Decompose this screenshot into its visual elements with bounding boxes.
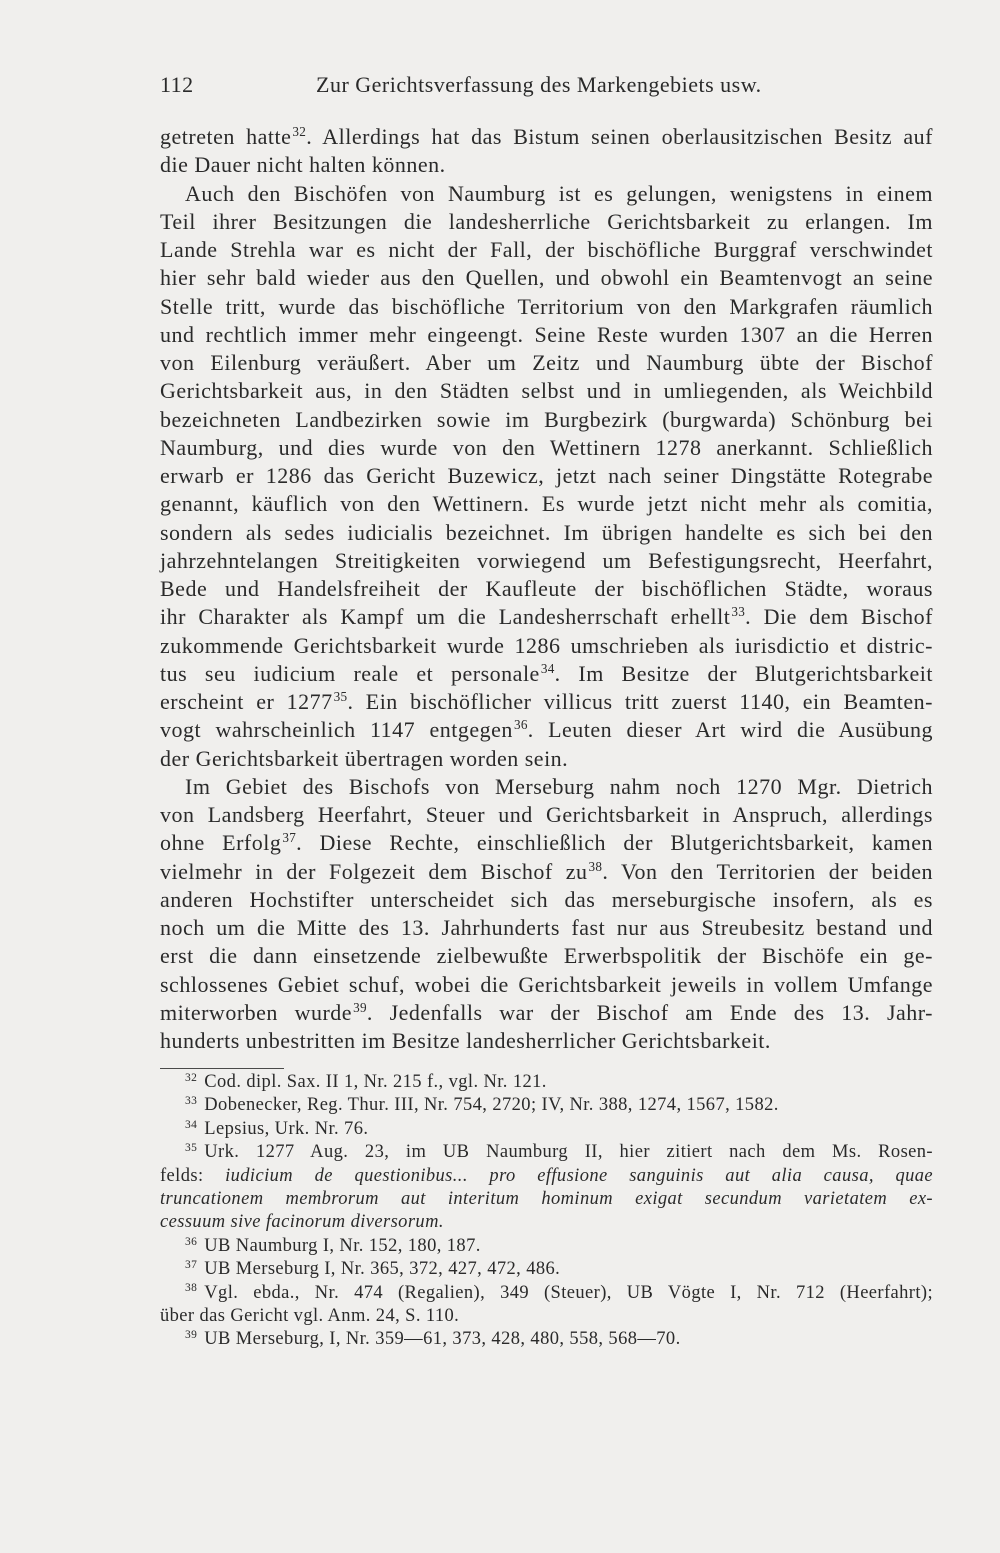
footnote-line	[160, 1328, 933, 1351]
paragraph	[160, 180, 933, 773]
text-run: ohne Erfolg	[160, 830, 282, 856]
text-run: UB Merseburg, I, Nr. 359—61, 373, 428, 480, 558, 568—70.	[204, 1329, 681, 1350]
text-run: . Im Besitze der Blutgerichtsbarkeit	[554, 660, 933, 686]
body-line	[160, 603, 933, 631]
text-run: Lande Strehla war es nicht der Fall, der bischöfliche Burggraf verschwindet	[160, 237, 933, 262]
text-run: anderen Hochstifter unterscheidet sich das merseburgische insofern, als es	[160, 886, 933, 912]
text-run: UB Merseburg I, Nr. 365, 372, 427, 472, 486.	[204, 1259, 561, 1280]
body-line	[160, 377, 933, 405]
text-run: . Diese Rechte, einschließlich der Blutgerichtsbarkeit, kamen	[296, 830, 933, 856]
footnote-line	[160, 1258, 933, 1281]
footnote-ref: 34	[540, 660, 555, 676]
text-run: genannt, käuflich von den Wettinern. Es wurde jetzt nicht mehr als comitia,	[160, 491, 933, 517]
footnote-line	[160, 1235, 933, 1258]
body-line	[160, 914, 933, 942]
text-run: erst die dann einsetzende zielbewußte Erwerbspolitik der Bischöfe ein ge-	[160, 943, 933, 969]
italic-text: cessuum sive facinorum diversorum.	[160, 1212, 444, 1233]
footnote-ref: 38	[588, 858, 603, 874]
text-run: UB Naumburg I, Nr. 152, 180, 187.	[204, 1235, 481, 1256]
text-run: erscheint er 1277	[160, 689, 333, 714]
body-line	[160, 632, 933, 660]
text-run: miterworben wurde	[160, 999, 353, 1025]
footnote-number: 39	[185, 1329, 198, 1342]
text-run: . Leuten dieser Art wird die Ausübung	[527, 717, 933, 743]
footnote-number: 32	[185, 1071, 198, 1084]
body-line	[160, 575, 933, 603]
footnote-rule	[160, 1068, 284, 1069]
footnote-number: 33	[185, 1095, 198, 1108]
body-line	[160, 490, 933, 518]
text-run: die Dauer nicht halten können.	[160, 152, 446, 178]
body-line	[160, 745, 933, 773]
footnote-number: 36	[185, 1235, 198, 1248]
body-line	[160, 151, 933, 179]
footnote	[160, 1118, 933, 1141]
body-line	[160, 349, 933, 377]
text-run: . Von den Territorien der beiden	[602, 858, 933, 884]
text-run: Auch den Bischöfen von Naumburg ist es gelungen, wenigstens in einem	[185, 180, 933, 206]
text-run: schlossenes Gebiet schuf, wobei die Gerichtsbarkeit jeweils in vollem Umfange	[160, 971, 933, 997]
body-line	[160, 829, 933, 857]
text-run: felds:	[160, 1165, 226, 1186]
body-line	[160, 858, 933, 886]
body-line	[160, 236, 933, 264]
body-line	[160, 180, 933, 208]
body-line	[160, 801, 933, 829]
text-run: tus seu iudicium reale et personale	[160, 660, 540, 686]
footnote-line	[160, 1094, 933, 1117]
footnote-ref: 32	[292, 124, 307, 140]
footnote-ref: 33	[731, 604, 746, 620]
footnote-line	[160, 1211, 933, 1234]
footnote-number: 34	[185, 1118, 198, 1131]
footnote-line	[160, 1071, 933, 1094]
text-run: von Eilenburg veräußert. Aber um Zeitz und Naumburg übte der Bischof	[160, 350, 933, 375]
text-run: Dobenecker, Reg. Thur. III, Nr. 754, 2720; IV, Nr. 388, 1274, 1567, 1582.	[204, 1095, 779, 1116]
italic-text: truncationem membrorum aut interitum hominum exigat secundum varietatem ex-	[160, 1189, 933, 1210]
body-text	[160, 123, 933, 1055]
body-line	[160, 547, 933, 575]
body-line	[160, 971, 933, 999]
text-run: noch um die Mitte des 13. Jahrhunderts fast nur aus Streubesitz bestand und	[160, 915, 933, 940]
footnote	[160, 1094, 933, 1117]
footnote-ref: 37	[282, 830, 297, 846]
footnote-ref: 35	[333, 689, 348, 705]
text-run: sondern als sedes iudicialis bezeichnet. Im übrigen handelte es sich bei den	[160, 519, 933, 545]
italic-text: iudicium de questionibus... pro effusione sanguinis aut alia causa, quae	[225, 1165, 934, 1186]
paragraph	[160, 123, 933, 180]
text-run: von Landsberg Heerfahrt, Steuer und Gerichtsbarkeit in Anspruch, allerdings	[160, 802, 933, 827]
footnote-line	[160, 1305, 933, 1328]
text-run: . Die dem Bischof	[745, 604, 933, 630]
text-run: getreten hatte	[160, 124, 292, 149]
body-line	[160, 773, 933, 801]
text-run: der Gerichtsbarkeit übertragen worden sein.	[160, 745, 569, 771]
text-run: ihr Charakter als Kampf um die Landesherrschaft erhellt	[160, 604, 731, 630]
body-line	[160, 462, 933, 490]
text-run: Gerichtsbarkeit aus, in den Städten selbst und in umliegenden, als Weichbild	[160, 378, 933, 404]
footnote-line	[160, 1188, 933, 1211]
footnote	[160, 1258, 933, 1281]
footnote-line	[160, 1282, 933, 1305]
body-line	[160, 519, 933, 547]
text-run: Im Gebiet des Bischofs von Merseburg nahm noch 1270 Mgr. Dietrich	[185, 773, 933, 799]
running-title: Zur Gerichtsverfassung des Markengebiets usw.	[316, 72, 762, 97]
body-line	[160, 942, 933, 970]
text-run: zukommende Gerichtsbarkeit wurde 1286 umschrieben als iurisdictio et distric-	[160, 632, 933, 658]
text-run: hunderts unbestritten im Besitze landesherrlicher Gerichtsbarkeit.	[160, 1028, 771, 1053]
footnote	[160, 1235, 933, 1258]
body-line	[160, 208, 933, 236]
text-run: über das Gericht vgl. Anm. 24, S. 110.	[160, 1306, 460, 1327]
footnote-line	[160, 1118, 933, 1141]
text-run: hier sehr bald wieder aus den Quellen, und obwohl ein Beamtenvogt an seine	[160, 265, 933, 291]
body-line	[160, 434, 933, 462]
footnote	[160, 1328, 933, 1351]
text-run: bezeichneten Landbezirken sowie im Burgbezirk (burgwarda) Schönburg bei	[160, 406, 933, 432]
text-run: und rechtlich immer mehr eingeengt. Seine Reste wurden 1307 an die Herren	[160, 321, 933, 347]
body-line	[160, 716, 933, 744]
text-run: . Jedenfalls war der Bischof am Ende des 13. Jahr-	[366, 999, 933, 1025]
footnote	[160, 1141, 933, 1235]
footnote-number: 38	[185, 1282, 198, 1295]
text-run: Urk. 1277 Aug. 23, im UB Naumburg II, hier zitiert nach dem Ms. Rosen-	[204, 1142, 933, 1163]
text-run: Cod. dipl. Sax. II 1, Nr. 215 f., vgl. Nr. 121.	[204, 1072, 547, 1092]
footnote	[160, 1071, 933, 1094]
text-run: Vgl. ebda., Nr. 474 (Regalien), 349 (Steuer), UB Vögte I, Nr. 712 (Heerfahrt);	[204, 1282, 933, 1303]
body-line	[160, 660, 933, 688]
text-run: . Allerdings hat das Bistum seinen oberlausitzischen Besitz auf	[306, 124, 933, 149]
footnote-ref: 36	[513, 717, 528, 733]
text-run: vielmehr in der Folgezeit dem Bischof zu	[160, 858, 588, 884]
footnote-line	[160, 1165, 933, 1188]
text-run: jahrzehntelangen Streitigkeiten vorwiegend um Befestigungsrecht, Heerfahrt,	[160, 547, 933, 573]
text-run: Teil ihrer Besitzungen die landesherrliche Gerichtsbarkeit zu erlangen. Im	[160, 208, 933, 234]
page-number: 112	[160, 72, 194, 97]
body-line	[160, 1027, 933, 1055]
paragraph	[160, 773, 933, 1056]
body-line	[160, 123, 933, 151]
body-line	[160, 293, 933, 321]
text-run: erwarb er 1286 das Gericht Buzewicz, jetzt nach seiner Dingstätte Rotegrabe	[160, 463, 933, 488]
text-run: Bede und Handelsfreiheit der Kaufleute der bischöflichen Städte, woraus	[160, 576, 933, 601]
footnote	[160, 1282, 933, 1329]
text-run: Stelle tritt, wurde das bischöfliche Territorium von den Markgrafen räumlich	[160, 293, 933, 319]
footnote-number: 37	[185, 1258, 198, 1271]
text-run: . Ein bischöflicher villicus tritt zuerst 1140, ein Beamten-	[347, 689, 934, 714]
footnote-line	[160, 1141, 933, 1164]
text-run: vogt wahrscheinlich 1147 entgegen	[160, 717, 513, 743]
body-line	[160, 886, 933, 914]
body-line	[160, 406, 933, 434]
footnotes	[160, 1071, 933, 1352]
footnote-number: 35	[185, 1141, 198, 1154]
footnote-ref: 39	[353, 999, 367, 1015]
body-line	[160, 264, 933, 292]
text-run: Lepsius, Urk. Nr. 76.	[204, 1118, 369, 1139]
body-line	[160, 688, 933, 716]
body-line	[160, 321, 933, 349]
page-header	[160, 70, 933, 100]
text-run: Naumburg, und dies wurde von den Wettinern 1278 anerkannt. Schließlich	[160, 434, 933, 460]
body-line	[160, 999, 933, 1027]
